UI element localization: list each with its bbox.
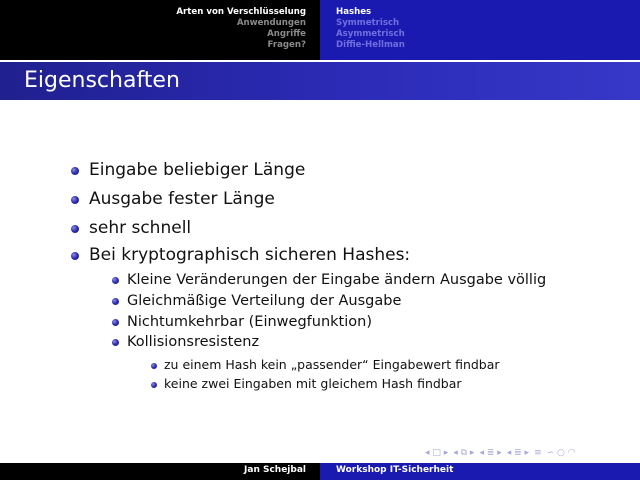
bullet-icon (112, 277, 119, 284)
footer-author: Jan Schejbal (244, 465, 306, 475)
footer-title-panel (320, 463, 640, 480)
bullet-icon (71, 196, 79, 204)
nav-section-angriffe[interactable]: Angriffe (267, 29, 306, 39)
section-alt-nav-icon[interactable]: ◂ ≣ ▸ (506, 448, 530, 458)
bullet-icon (151, 382, 157, 388)
list-sub-item: Nichtumkehrbar (Einwegfunktion) (127, 314, 372, 330)
nav-section-arten-von-verschluesselung[interactable]: Arten von Verschlüsselung (176, 7, 306, 17)
bullet-icon (112, 298, 119, 305)
list-sub-item: Kollisionsresistenz (127, 334, 260, 350)
list-item: Eingabe beliebiger Länge (89, 160, 306, 180)
bullet-icon (112, 319, 119, 326)
frame-nav-icon[interactable]: ◂ □ ▸ (425, 448, 449, 458)
nav-subsection-diffie-hellman[interactable]: Diffie-Hellman (336, 40, 405, 50)
list-sub-item: Gleichmäßige Verteilung der Ausgabe (127, 293, 402, 309)
nav-subsection-symmetrisch[interactable]: Symmetrisch (336, 18, 400, 28)
footer-title: Workshop IT-Sicherheit (336, 465, 454, 475)
nav-section-anwendungen[interactable]: Anwendungen (236, 18, 306, 28)
bullet-icon (71, 225, 79, 233)
bullet-icon (71, 167, 79, 175)
search-icon[interactable]: ∽ ○ ◠ (546, 448, 576, 458)
list-sub-item: Kleine Veränderungen der Eingabe ändern Ausgabe völlig (127, 272, 547, 288)
list-item: Bei kryptographisch sicheren Hashes: (89, 245, 411, 265)
list-sub-sub-item: zu einem Hash kein „passender“ Eingabewert findbar (164, 357, 500, 372)
navigation-symbols (425, 446, 576, 460)
bullet-icon (71, 252, 79, 260)
nav-subsection-asymmetrisch[interactable]: Asymmetrisch (336, 29, 405, 39)
list-sub-sub-item: keine zwei Eingaben mit gleichem Hash findbar (164, 376, 462, 391)
align-icon[interactable]: ≡ (534, 448, 542, 458)
section-nav-icon[interactable]: ◂ ≣ ▸ (479, 448, 502, 458)
bullet-icon (151, 363, 157, 369)
page-title: Eigenschaften (24, 68, 180, 93)
list-item: Ausgabe fester Länge (89, 189, 275, 209)
nav-section-fragen[interactable]: Fragen? (267, 40, 306, 50)
nav-subsection-hashes[interactable]: Hashes (336, 7, 372, 17)
list-item: sehr schnell (89, 218, 192, 238)
footer-author-panel (0, 463, 320, 480)
subsection-nav-icon[interactable]: ◂ ⧉ ▸ (453, 448, 475, 458)
bullet-icon (112, 339, 119, 346)
